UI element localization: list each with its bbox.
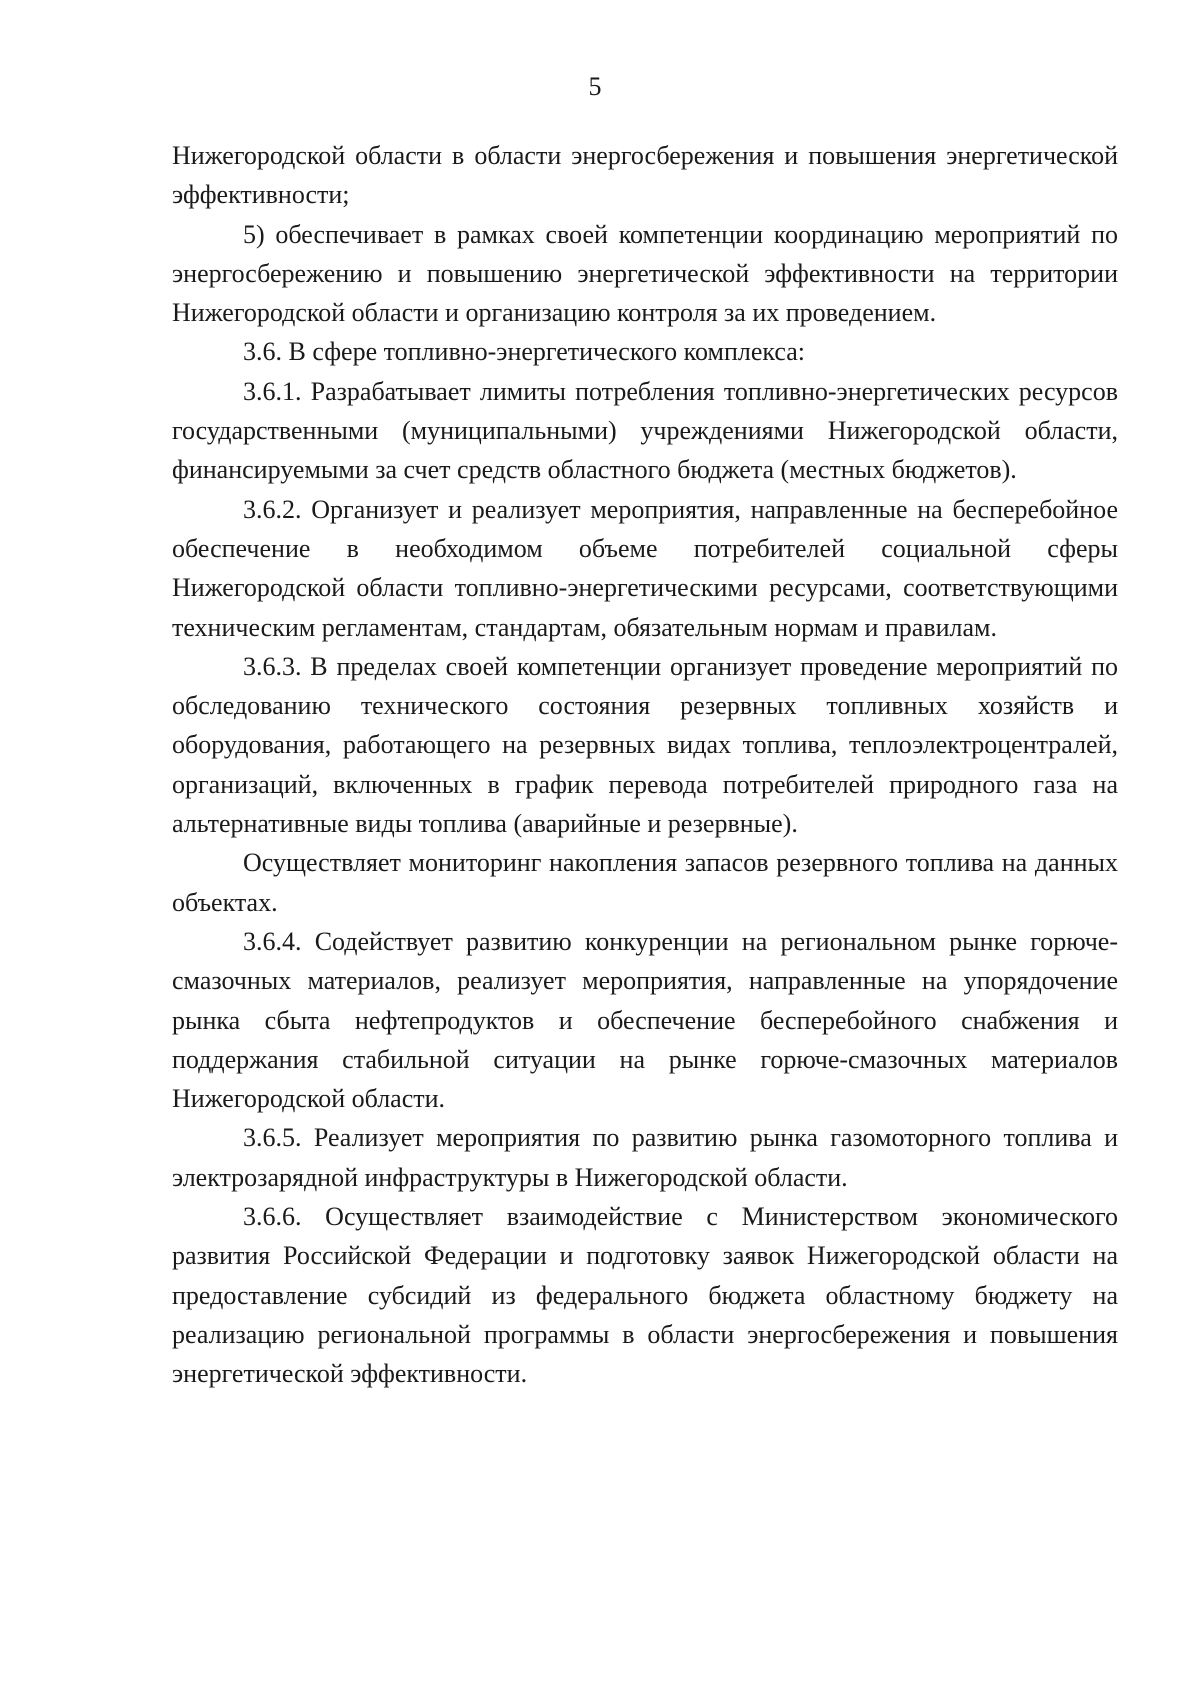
paragraph-3-6-3: 3.6.3. В пределах своей компетенции организует проведение мероприятий по обследованию технического состояния резервных топливных хозяйств и оборудования, работающего на резервных видах топлива, теплоэлектроцентралей, организаций, включенных в график перевода потребителей природного газа на альтернативные виды топлива (аварийные и резервные). <box>172 651 1118 839</box>
document-body <box>172 136 1118 1394</box>
page-number: 5 <box>588 72 602 101</box>
paragraph-3-6-4: 3.6.4. Содействует развитию конкуренции на региональном рынке горюче-смазочных материалов, реализует мероприятия, направленные на упорядочение рынка сбыта нефтепродуктов и обеспечение бесперебойного снабжения и поддержания стабильной ситуации на рынке горюче-смазочных материалов Нижегородской области. <box>172 926 1118 1114</box>
paragraph-3-6-1: 3.6.1. Разрабатывает лимиты потребления топливно-энергетических ресурсов государственными (муниципальными) учреждениями Нижегородской области, финансируемыми за счет средств областного бюджета (местных бюджетов). <box>172 376 1118 485</box>
paragraph-3-6-6: 3.6.6. Осуществляет взаимодействие с Министерством экономического развития Российской Федерации и подготовку заявок Нижегородской области на предоставление субсидий из федерального бюджета областному бюджету на реализацию региональной программы в области энергосбережения и повышения энергетической эффективности. <box>172 1202 1118 1389</box>
paragraph-monitoring: Осуществляет мониторинг накопления запасов резервного топлива на данных объектах. <box>172 848 1118 917</box>
paragraph-section-3-6: 3.6. В сфере топливно-энергетического комплекса: <box>243 337 805 367</box>
paragraph-continuation: Нижегородской области в области энергосбережения и повышения энергетической эффективности; <box>172 141 1118 210</box>
paragraph-3-6-2: 3.6.2. Организует и реализует мероприятия, направленные на бесперебойное обеспечение в необходимом объеме потребителей социальной сферы Нижегородской области топливно-энергетическими ресурсами, соответствующими техническим регламентам, стандартам, обязательным нормам и правилам. <box>172 494 1118 642</box>
paragraph-item-5: 5) обеспечивает в рамках своей компетенции координацию мероприятий по энергосбережению и повышению энергетической эффективности на территории Нижегородской области и организацию контроля за их проведением. <box>172 219 1118 328</box>
paragraph-3-6-5: 3.6.5. Реализует мероприятия по развитию рынка газомоторного топлива и электрозарядной инфраструктуры в Нижегородской области. <box>172 1123 1118 1192</box>
